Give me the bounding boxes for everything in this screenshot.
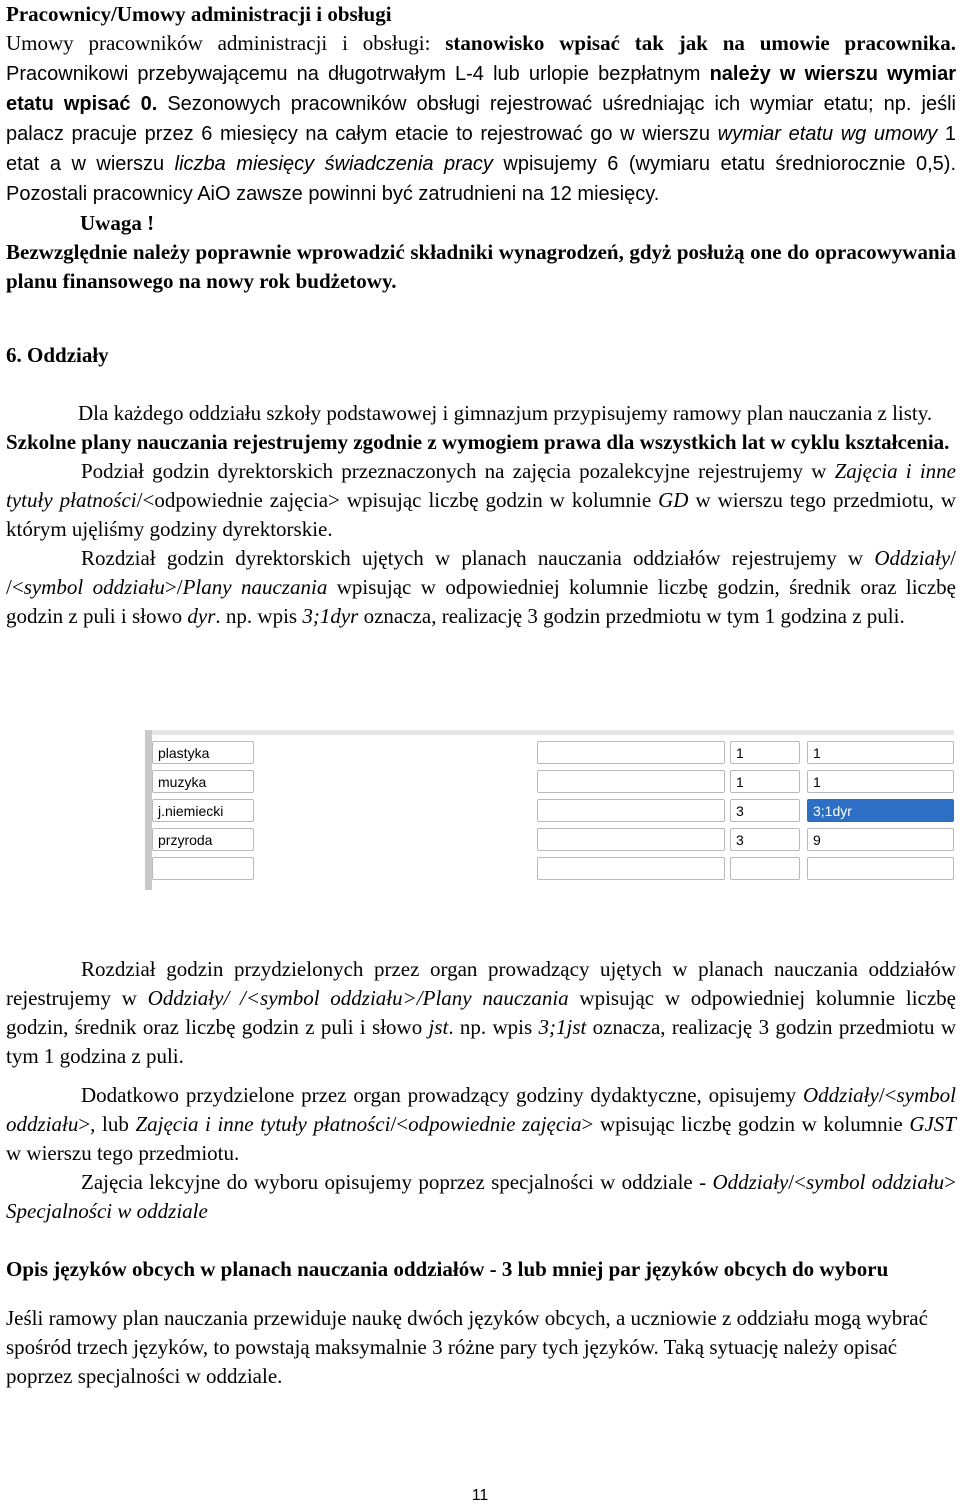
hours-cell[interactable] bbox=[730, 857, 800, 880]
hours-cell[interactable]: 1 bbox=[807, 741, 954, 764]
subject-cell: muzyka bbox=[152, 770, 254, 793]
selected-hours-cell[interactable]: 3;1dyr bbox=[807, 799, 954, 822]
warning-label: Uwaga ! bbox=[80, 211, 155, 235]
contracts-paragraph: Umowy pracowników administracji i obsługi: stanowisko wpisać tak jak na umowie pracownika. Pracownikowi przebywającemu na długotrwałym L-4 lub urlopie bezpłatnym należy w wierszu wymiar etatu wpisać 0. Sezonowych pracowników obsługi rejestrować uśredniając ich wymiar etatu; np. jeśli palacz pracuje przez 6 miesięcy na całym etacie to rejestrować go w wierszu wymiar etatu wg umowy 1 etat a w wierszu liczba miesięcy świadczenia pracy wpisujemy 6 (wymiaru etatu średniorocznie 0,5). Pozostali pracownicy AiO zawsze powinni być zatrudnieni na 12 miesięcy. bbox=[6, 31, 957, 205]
section-6-paragraph-2: Szkolne plany nauczania rejestrujemy zgodnie z wymogiem prawa dla wszystkich lat w cyklu kształcenia. bbox=[6, 430, 950, 454]
section-6-heading: 6. Oddziały bbox=[6, 343, 109, 367]
page-number: 11 bbox=[471, 1487, 489, 1504]
table-top-edge bbox=[145, 730, 954, 735]
foreign-languages-paragraph: Jeśli ramowy plan nauczania przewiduje naukę dwóch języków obcych, a uczniowie z oddziału mogą wybrać spośród trzech języków, to powstają maksymalnie 3 różne pary tych języków. Taką sytuację należy opisać poprzez specjalności w oddziale. bbox=[6, 1306, 928, 1388]
section-6-paragraph-1: Dla każdego oddziału szkoły podstawowej i gimnazjum przypisujemy ramowy plan nauczania z listy. bbox=[78, 401, 933, 425]
subject-cell bbox=[152, 857, 254, 880]
section-6 bbox=[6, 341, 956, 631]
hours-cell[interactable] bbox=[537, 857, 725, 880]
staff-contracts-section bbox=[6, 0, 956, 296]
hours-cell[interactable]: 3 bbox=[730, 828, 800, 851]
table-row bbox=[152, 796, 954, 825]
elective-classes-paragraph: Zajęcia lekcyjne do wyboru opisujemy poprzez specjalności w oddziale - Oddziały/<symbol oddziału> Specjalności w oddziale bbox=[6, 1170, 956, 1223]
hours-cell[interactable]: 1 bbox=[807, 770, 954, 793]
subject-cell: przyroda bbox=[152, 828, 254, 851]
hours-cell[interactable]: 3 bbox=[730, 799, 800, 822]
hours-cell[interactable]: 9 bbox=[807, 828, 954, 851]
table-row bbox=[152, 825, 954, 854]
hours-cell[interactable]: 1 bbox=[730, 741, 800, 764]
foreign-languages-heading: Opis języków obcych w planach nauczania oddziałów - 3 lub mniej par języków obcych do wyboru bbox=[6, 1257, 889, 1281]
plan-table-screenshot bbox=[145, 730, 954, 890]
hours-cell[interactable] bbox=[537, 799, 725, 822]
table-row-partial bbox=[152, 854, 954, 883]
table-row bbox=[152, 738, 954, 767]
table-left-edge bbox=[145, 730, 152, 890]
additional-hours-paragraph: Dodatkowo przydzielone przez organ prowadzący godziny dydaktyczne, opisujemy Oddziały/<symbol oddziału>, lub Zajęcia i inne tytuły płatności/<odpowiednie zajęcia> wpisując liczbę godzin w kolumnie GJST w wierszu tego przedmiotu. bbox=[6, 1083, 956, 1165]
hours-cell[interactable] bbox=[807, 857, 954, 880]
section-title: Pracownicy/Umowy administracji i obsługi bbox=[6, 2, 392, 26]
hours-cell[interactable] bbox=[537, 741, 725, 764]
section-6-paragraph-3: Podział godzin dyrektorskich przeznaczonych na zajęcia pozalekcyjne rejestrujemy w Zajęcia i inne tytuły płatności/<odpowiednie zajęcia> wpisując liczbę godzin w kolumnie GD w wierszu tego przedmiotu, w którym ujęliśmy godziny dyrektorskie. bbox=[6, 459, 956, 541]
subject-cell: j.niemiecki bbox=[152, 799, 254, 822]
hours-cell[interactable]: 1 bbox=[730, 770, 800, 793]
allocated-hours-paragraph: Rozdział godzin przydzielonych przez organ prowadzący ujętych w planach nauczania oddziałów rejestrujemy w Oddziały/ /<symbol oddziału>/Plany nauczania wpisując w odpowiedniej kolumnie liczbę godzin, średnik oraz liczbę godzin z puli i słowo jst. np. wpis 3;1jst oznacza, realizację 3 godzin przedmiotu w tym 1 godzina z puli. bbox=[6, 957, 956, 1068]
section-6-paragraph-4: Rozdział godzin dyrektorskich ujętych w planach nauczania oddziałów rejestrujemy w Oddziały/ /<symbol oddziału>/Plany nauczania wpisując w odpowiedniej kolumnie liczbę godzin, średnik oraz liczbę godzin z puli i słowo dyr. np. wpis 3;1dyr oznacza, realizację 3 godzin przedmiotu w tym 1 godzina z puli. bbox=[6, 546, 956, 628]
warning-text: Bezwzględnie należy poprawnie wprowadzić składniki wynagrodzeń, gdyż posłużą one do opracowywania planu finansowego na nowy rok budżetowy. bbox=[6, 240, 956, 293]
allocated-hours-section bbox=[6, 955, 956, 1391]
table-row bbox=[152, 767, 954, 796]
hours-cell[interactable] bbox=[537, 828, 725, 851]
subject-cell: plastyka bbox=[152, 741, 254, 764]
hours-cell[interactable] bbox=[537, 770, 725, 793]
